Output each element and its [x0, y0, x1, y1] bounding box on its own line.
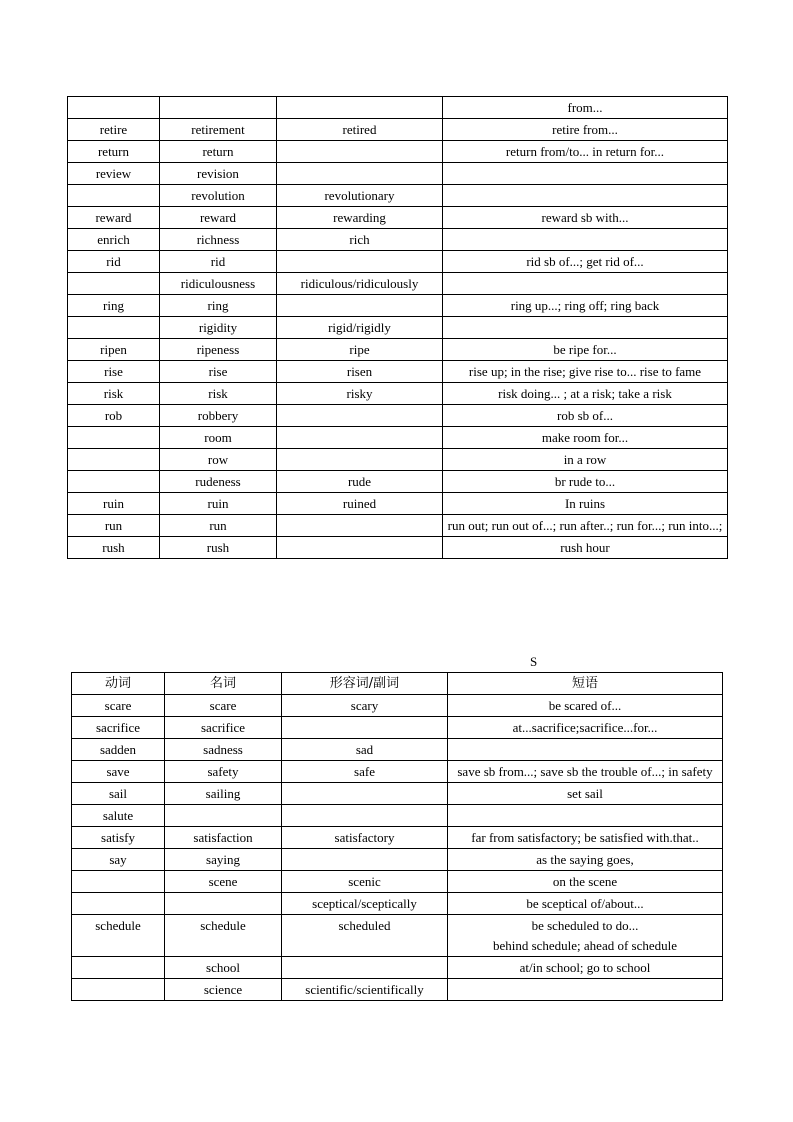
- table-row: [68, 361, 728, 383]
- header-adj-adv: 形容词/副词: [282, 673, 448, 695]
- phrase-cell: in a row: [443, 449, 728, 471]
- adj-adv-cell: satisfactory: [282, 827, 448, 849]
- noun-cell: science: [165, 979, 282, 1001]
- table-row: [68, 537, 728, 559]
- phrase-cell: be scheduled to do... behind schedule; ahead of schedule: [448, 915, 723, 957]
- phrase-cell: In ruins: [443, 493, 728, 515]
- verb-cell: rise: [68, 361, 160, 383]
- phrase-cell: rob sb of...: [443, 405, 728, 427]
- phrase-cell: [443, 229, 728, 251]
- table-row: [72, 805, 723, 827]
- noun-cell: sadness: [165, 739, 282, 761]
- section-letter: S: [530, 654, 538, 669]
- verb-cell: sadden: [72, 739, 165, 761]
- adj-adv-cell: [277, 295, 443, 317]
- phrase-cell: as the saying goes,: [448, 849, 723, 871]
- verb-cell: [68, 449, 160, 471]
- noun-cell: school: [165, 957, 282, 979]
- adj-adv-cell: [282, 849, 448, 871]
- noun-cell: saying: [165, 849, 282, 871]
- noun-cell: rush: [160, 537, 277, 559]
- phrase-cell: [443, 185, 728, 207]
- word-table-r: [67, 96, 728, 559]
- table-row: [68, 251, 728, 273]
- phrase-cell: run out; run out of...; run after..; run for...; run into...;: [443, 515, 728, 537]
- verb-cell: [72, 893, 165, 915]
- table-row: [72, 783, 723, 805]
- noun-cell: rise: [160, 361, 277, 383]
- table-row: [72, 893, 723, 915]
- adj-adv-cell: [277, 251, 443, 273]
- phrase-cell: return from/to... in return for...: [443, 141, 728, 163]
- phrase-cell: rush hour: [443, 537, 728, 559]
- noun-cell: ripeness: [160, 339, 277, 361]
- adj-adv-cell: [277, 163, 443, 185]
- phrase-cell: rise up; in the rise; give rise to... rise to fame: [443, 361, 728, 383]
- phrase-cell: retire from...: [443, 119, 728, 141]
- table-row: [68, 493, 728, 515]
- table-row: [68, 97, 728, 119]
- table-row: [72, 871, 723, 893]
- adj-adv-cell: scientific/scientifically: [282, 979, 448, 1001]
- noun-cell: retirement: [160, 119, 277, 141]
- verb-cell: [68, 273, 160, 295]
- phrase-cell: [443, 163, 728, 185]
- phrase-cell: [448, 979, 723, 1001]
- verb-cell: enrich: [68, 229, 160, 251]
- phrase-cell: be scared of...: [448, 695, 723, 717]
- phrase-cell: [448, 739, 723, 761]
- table-row: [72, 739, 723, 761]
- verb-cell: [68, 185, 160, 207]
- phrase-cell: risk doing... ; at a risk; take a risk: [443, 383, 728, 405]
- verb-cell: ruin: [68, 493, 160, 515]
- adj-adv-cell: retired: [277, 119, 443, 141]
- noun-cell: rid: [160, 251, 277, 273]
- phrase-cell: rid sb of...; get rid of...: [443, 251, 728, 273]
- table-row: [68, 471, 728, 493]
- noun-cell: schedule: [165, 915, 282, 957]
- table-row: [72, 717, 723, 739]
- verb-cell: ripen: [68, 339, 160, 361]
- noun-cell: robbery: [160, 405, 277, 427]
- adj-adv-cell: [277, 141, 443, 163]
- noun-cell: reward: [160, 207, 277, 229]
- table-row: [68, 405, 728, 427]
- table-row: [68, 163, 728, 185]
- phrase-cell: on the scene: [448, 871, 723, 893]
- word-table-r-body: [68, 97, 728, 559]
- table-row: [68, 185, 728, 207]
- noun-cell: row: [160, 449, 277, 471]
- noun-cell: scare: [165, 695, 282, 717]
- verb-cell: scare: [72, 695, 165, 717]
- table-row: [68, 119, 728, 141]
- table-row: [68, 295, 728, 317]
- verb-cell: ring: [68, 295, 160, 317]
- table-row: [68, 229, 728, 251]
- noun-cell: rigidity: [160, 317, 277, 339]
- table-row: [72, 827, 723, 849]
- noun-cell: safety: [165, 761, 282, 783]
- verb-cell: salute: [72, 805, 165, 827]
- adj-adv-cell: scheduled: [282, 915, 448, 957]
- verb-cell: say: [72, 849, 165, 871]
- adj-adv-cell: risky: [277, 383, 443, 405]
- verb-cell: [68, 427, 160, 449]
- adj-adv-cell: rude: [277, 471, 443, 493]
- phrase-cell: ring up...; ring off; ring back: [443, 295, 728, 317]
- verb-cell: risk: [68, 383, 160, 405]
- adj-adv-cell: revolutionary: [277, 185, 443, 207]
- phrase-cell: reward sb with...: [443, 207, 728, 229]
- adj-adv-cell: sad: [282, 739, 448, 761]
- phrase-cell: save sb from...; save sb the trouble of...; in safety: [448, 761, 723, 783]
- adj-adv-cell: [282, 957, 448, 979]
- verb-cell: rid: [68, 251, 160, 273]
- verb-cell: run: [68, 515, 160, 537]
- verb-cell: rush: [68, 537, 160, 559]
- adj-adv-cell: ridiculous/ridiculously: [277, 273, 443, 295]
- noun-cell: sacrifice: [165, 717, 282, 739]
- table-row: [72, 979, 723, 1001]
- table-row: [68, 339, 728, 361]
- adj-adv-cell: [277, 427, 443, 449]
- adj-adv-cell: sceptical/sceptically: [282, 893, 448, 915]
- table-row: [72, 915, 723, 957]
- adj-adv-cell: [277, 405, 443, 427]
- table-row: [72, 849, 723, 871]
- noun-cell: run: [160, 515, 277, 537]
- verb-cell: [72, 979, 165, 1001]
- table-row: [72, 695, 723, 717]
- noun-cell: revision: [160, 163, 277, 185]
- verb-cell: sail: [72, 783, 165, 805]
- table-row: [68, 427, 728, 449]
- adj-adv-cell: [277, 449, 443, 471]
- adj-adv-cell: [282, 717, 448, 739]
- noun-cell: room: [160, 427, 277, 449]
- verb-cell: review: [68, 163, 160, 185]
- verb-cell: retire: [68, 119, 160, 141]
- verb-cell: [68, 317, 160, 339]
- table-row: [72, 761, 723, 783]
- word-table-s-body: [72, 673, 723, 1001]
- header-noun: 名词: [165, 673, 282, 695]
- adj-adv-cell: scary: [282, 695, 448, 717]
- adj-adv-cell: rich: [277, 229, 443, 251]
- verb-cell: sacrifice: [72, 717, 165, 739]
- verb-cell: [68, 471, 160, 493]
- adj-adv-cell: ripe: [277, 339, 443, 361]
- verb-cell: rob: [68, 405, 160, 427]
- table-row: [68, 207, 728, 229]
- phrase-cell: set sail: [448, 783, 723, 805]
- noun-cell: [165, 893, 282, 915]
- table-row: [68, 383, 728, 405]
- noun-cell: ruin: [160, 493, 277, 515]
- phrase-cell: [443, 317, 728, 339]
- adj-adv-cell: scenic: [282, 871, 448, 893]
- noun-cell: revolution: [160, 185, 277, 207]
- phrase-cell: [443, 273, 728, 295]
- phrase-cell: far from satisfactory; be satisfied with.that..: [448, 827, 723, 849]
- verb-cell: satisfy: [72, 827, 165, 849]
- noun-cell: return: [160, 141, 277, 163]
- table-row: [68, 317, 728, 339]
- header-phrase: 短语: [448, 673, 723, 695]
- phrase-cell: at...sacrifice;sacrifice...for...: [448, 717, 723, 739]
- noun-cell: sailing: [165, 783, 282, 805]
- adj-adv-cell: [277, 97, 443, 119]
- adj-adv-cell: rigid/rigidly: [277, 317, 443, 339]
- noun-cell: [160, 97, 277, 119]
- verb-cell: schedule: [72, 915, 165, 957]
- table-header-row: [72, 673, 723, 695]
- verb-cell: [68, 97, 160, 119]
- adj-adv-cell: rewarding: [277, 207, 443, 229]
- noun-cell: [165, 805, 282, 827]
- verb-cell: return: [68, 141, 160, 163]
- noun-cell: richness: [160, 229, 277, 251]
- table-row: [72, 957, 723, 979]
- table-row: [68, 273, 728, 295]
- noun-cell: ridiculousness: [160, 273, 277, 295]
- verb-cell: [72, 871, 165, 893]
- adj-adv-cell: [282, 805, 448, 827]
- phrase-cell: be ripe for...: [443, 339, 728, 361]
- adj-adv-cell: ruined: [277, 493, 443, 515]
- adj-adv-cell: [282, 783, 448, 805]
- phrase-cell: br rude to...: [443, 471, 728, 493]
- verb-cell: reward: [68, 207, 160, 229]
- noun-cell: satisfaction: [165, 827, 282, 849]
- adj-adv-cell: [277, 537, 443, 559]
- table-row: [68, 141, 728, 163]
- adj-adv-cell: safe: [282, 761, 448, 783]
- noun-cell: risk: [160, 383, 277, 405]
- noun-cell: rudeness: [160, 471, 277, 493]
- verb-cell: save: [72, 761, 165, 783]
- table-row: [68, 449, 728, 471]
- adj-adv-cell: [277, 515, 443, 537]
- word-table-s: [71, 672, 723, 1001]
- phrase-cell: make room for...: [443, 427, 728, 449]
- table-row: [68, 515, 728, 537]
- noun-cell: ring: [160, 295, 277, 317]
- phrase-cell: be sceptical of/about...: [448, 893, 723, 915]
- phrase-cell: at/in school; go to school: [448, 957, 723, 979]
- noun-cell: scene: [165, 871, 282, 893]
- header-verb: 动词: [72, 673, 165, 695]
- phrase-cell: from...: [443, 97, 728, 119]
- verb-cell: [72, 957, 165, 979]
- adj-adv-cell: risen: [277, 361, 443, 383]
- phrase-cell: [448, 805, 723, 827]
